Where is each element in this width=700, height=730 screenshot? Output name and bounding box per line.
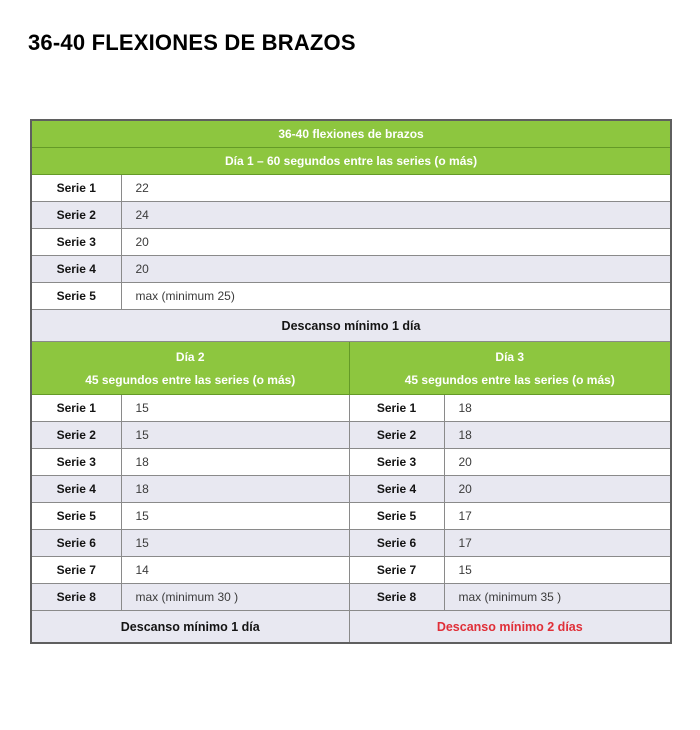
serie-label: Serie 6 [31, 530, 121, 557]
serie-label: Serie 4 [31, 476, 121, 503]
table-row [31, 530, 671, 557]
table-row [31, 202, 671, 229]
table-row [31, 611, 671, 644]
serie-value: 18 [444, 422, 671, 449]
table-row [31, 503, 671, 530]
serie-label: Serie 4 [349, 476, 444, 503]
serie-label: Serie 2 [31, 202, 121, 229]
serie-label: Serie 8 [31, 584, 121, 611]
day3-title: Día 3 [495, 349, 525, 364]
serie-label: Serie 5 [31, 283, 121, 310]
day3-header [349, 342, 671, 395]
serie-label: Serie 3 [31, 229, 121, 256]
table-main-header: 36-40 flexiones de brazos [31, 120, 671, 148]
serie-value: 18 [444, 395, 671, 422]
serie-label: Serie 3 [349, 449, 444, 476]
table-row [31, 310, 671, 342]
serie-label: Serie 2 [31, 422, 121, 449]
serie-label: Serie 1 [31, 175, 121, 202]
table-row [31, 422, 671, 449]
serie-value: max (minimum 30 ) [121, 584, 349, 611]
page-title: 36-40 FLEXIONES DE BRAZOS [28, 30, 356, 55]
serie-label: Serie 5 [349, 503, 444, 530]
serie-value: 14 [121, 557, 349, 584]
table-row [31, 557, 671, 584]
serie-label: Serie 3 [31, 449, 121, 476]
serie-value: 20 [444, 449, 671, 476]
serie-value: 20 [121, 256, 671, 283]
serie-value: 22 [121, 175, 671, 202]
serie-label: Serie 4 [31, 256, 121, 283]
serie-label: Serie 8 [349, 584, 444, 611]
serie-label: Serie 5 [31, 503, 121, 530]
serie-value: 15 [121, 503, 349, 530]
table-row [31, 229, 671, 256]
serie-value: max (minimum 35 ) [444, 584, 671, 611]
serie-label: Serie 1 [349, 395, 444, 422]
serie-label: Serie 2 [349, 422, 444, 449]
serie-value: 24 [121, 202, 671, 229]
serie-value: max (minimum 25) [121, 283, 671, 310]
serie-label: Serie 6 [349, 530, 444, 557]
day1-rest-note: Descanso mínimo 1 día [31, 310, 671, 342]
serie-value: 18 [121, 476, 349, 503]
table-row [31, 476, 671, 503]
serie-value: 15 [444, 557, 671, 584]
table-row [31, 584, 671, 611]
serie-label: Serie 7 [31, 557, 121, 584]
serie-value: 15 [121, 395, 349, 422]
serie-value: 20 [121, 229, 671, 256]
day3-rest-note: Descanso mínimo 2 días [349, 611, 671, 644]
table-row [31, 256, 671, 283]
table-row [31, 148, 671, 175]
table-row [31, 395, 671, 422]
serie-value: 20 [444, 476, 671, 503]
serie-label: Serie 1 [31, 395, 121, 422]
table-row [31, 283, 671, 310]
day3-subtitle: 45 segundos entre las series (o más) [404, 372, 615, 387]
table-row [31, 120, 671, 148]
day2-rest-note: Descanso mínimo 1 día [31, 611, 349, 644]
serie-value: 15 [121, 422, 349, 449]
serie-value: 15 [121, 530, 349, 557]
serie-value: 17 [444, 530, 671, 557]
table-row [31, 175, 671, 202]
day2-subtitle: 45 segundos entre las series (o más) [85, 372, 296, 387]
serie-label: Serie 7 [349, 557, 444, 584]
table-row [31, 342, 671, 395]
serie-value: 17 [444, 503, 671, 530]
serie-value: 18 [121, 449, 349, 476]
workout-table [30, 119, 672, 644]
day2-header [31, 342, 349, 395]
day1-header: Día 1 – 60 segundos entre las series (o más) [31, 148, 671, 175]
day2-title: Día 2 [175, 349, 205, 364]
table-row [31, 449, 671, 476]
